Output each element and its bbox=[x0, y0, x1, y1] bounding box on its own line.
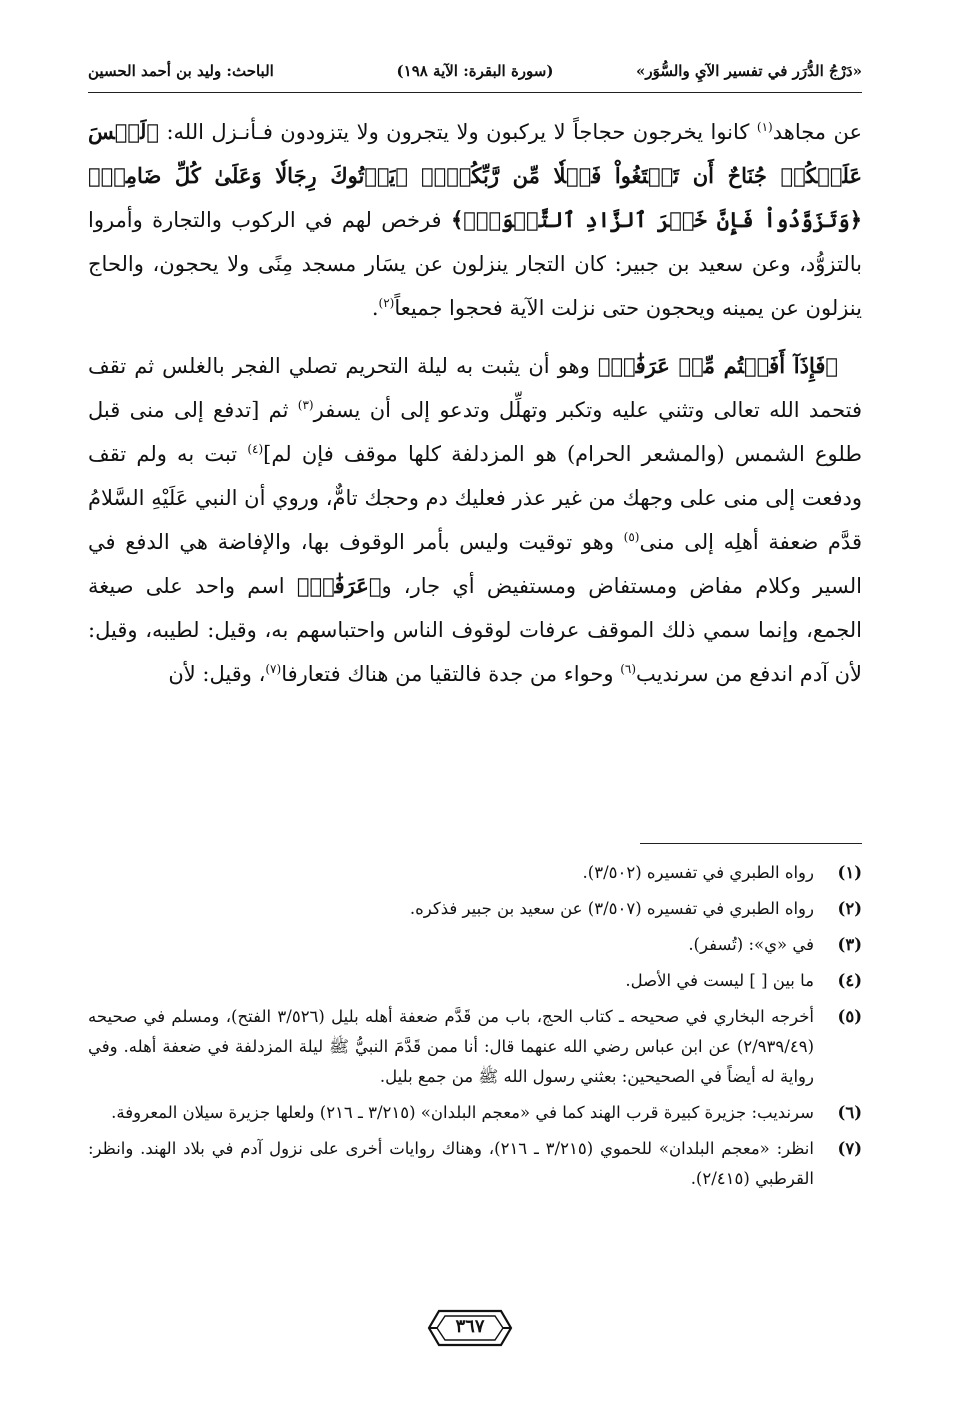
footnote-number: (٥) bbox=[837, 1007, 862, 1026]
text-run: وحواء من جدة فالتقيا من هناك فتعارفا bbox=[281, 662, 621, 686]
running-header bbox=[88, 58, 862, 88]
footnote-item bbox=[88, 894, 862, 924]
footnote-marker: (٦) bbox=[620, 662, 637, 676]
paragraph-2 bbox=[88, 344, 862, 696]
page-number-ornament bbox=[427, 1305, 513, 1351]
footnote-marker: (٢) bbox=[378, 296, 395, 310]
header-divider bbox=[88, 92, 862, 93]
text-run: اسم واحد على صيغة الجمع، وإنما سمي ذلك الموقف عرفات لوقوف الناس واحتباسهم به، وقيل: لطيبه، وقيل: لأن آدم اندفع من سرنديب bbox=[88, 574, 862, 686]
footnote-text: في «ي»: (تُسفر). bbox=[688, 935, 814, 954]
header-surah-reference: (سورة البقرة: الآية ١٩٨) bbox=[396, 62, 554, 80]
main-text bbox=[88, 110, 862, 696]
footnote-number: (٢) bbox=[837, 899, 862, 918]
footnote-text: انظر: «معجم البلدان» للحموي (٣/٢١٥ ـ ٢١٦)، وهناك روايات أخرى على نزول آدم في بلاد الهند. وانظر: القرطبي (٢/٤١٥). bbox=[88, 1139, 814, 1188]
paragraph-1 bbox=[88, 110, 862, 330]
footnote-item bbox=[88, 930, 862, 960]
footnote-number: (٧) bbox=[837, 1139, 862, 1158]
text-run: كانوا يخرجون حجاجاً لا يركبون ولا يتجرون ولا يتزودون فـأنـزل الله: bbox=[158, 120, 757, 144]
page-number: ٣٦٧ bbox=[455, 1316, 485, 1337]
footnote-marker: (٤) bbox=[247, 442, 264, 456]
footnote-number: (٦) bbox=[837, 1103, 862, 1122]
quran-quote: ﴿عَرَفَٰتٖ﴾ bbox=[296, 573, 382, 598]
quran-quote: ﴿وَتَزَوَّدُواْ فَإِنَّ خَيۡرَ ٱلزَّادِ ٱلتَّقۡوَىٰۖ﴾ bbox=[450, 207, 863, 232]
footnote-item bbox=[88, 1098, 862, 1128]
footnote-text: سرنديب: جزيرة كبيرة قرب الهند كما في «معجم البلدان» (٣/٢١٥ ـ ٢١٦) ولعلها جزيرة سيلان المعروفة. bbox=[111, 1103, 814, 1122]
quran-quote: ﴿لَيۡسَ عَلَيۡكُمۡ جُنَاحٌ أَن تَبۡتَغُواْ فَضۡلٗا مِّن رَّبِّكُمۡۚ﴾ bbox=[88, 119, 862, 188]
footnote-item bbox=[88, 1134, 862, 1194]
footnotes bbox=[88, 858, 862, 1200]
quran-quote: ﴿فَإِذَآ أَفَضۡتُم مِّنۡ عَرَفَٰتٖ﴾ bbox=[597, 353, 838, 378]
text-run: وهو أن يثبت به ليلة التحريم تصلي الفجر بالغلس ثم تقف فتحمد الله تعالى وتثني عليه وتكبر وتهلِّل وتدعو إلى أن يسفر bbox=[88, 354, 863, 422]
footnote-text: أخرجه البخاري في صحيحه ـ كتاب الحج، باب من قَدَّم ضعفة أهله بليل (٣/٥٢٦ الفتح)، ومسلم في صحيحه (٢/٩٣٩/٤٩) عن ابن عباس رضي الله عنهما قال: أنا ممن قَدَّمَ النبيُّ ﷺ ليلة المزدلفة في ضعفة أهله. وفي رواية له أيضاً في الصحيحين: بعثني رسول الله ﷺ من جمع بليل. bbox=[88, 1007, 815, 1086]
text-run: ثم [تدفع إلى منى قبل طلوع الشمس (والمشعر الحرام) هو المزدلفة كلها موقف فإن لم] bbox=[88, 398, 862, 466]
header-book-title: «دَرْجُ الدُّرَر في تفسير الآيِ والسُّوَر» bbox=[635, 62, 862, 80]
text-run: . bbox=[371, 296, 379, 320]
footnote-text: رواه الطبري في تفسيره (٣/٥٠٧) عن سعيد بن جبير فذكره. bbox=[409, 899, 814, 918]
footnote-marker: (٥) bbox=[623, 530, 640, 544]
text-run: وهو توقيت وليس بأمر الوقوف بها، والإفاضة هي الدفع في السير وكلام مفاض ومستفاض ومستفيض أي جار، و bbox=[88, 530, 862, 598]
text-run: ، وقيل: لأن bbox=[168, 662, 266, 686]
footnote-marker: (٧) bbox=[265, 662, 282, 676]
footnote-number: (٣) bbox=[837, 935, 862, 954]
footnote-item bbox=[88, 858, 862, 888]
footnote-marker: (١) bbox=[756, 120, 773, 134]
footnote-text: ما بين [ ] ليست في الأصل. bbox=[625, 971, 814, 990]
quran-quote: ﴿يَأۡتُوكَ رِجَالٗا وَعَلَىٰ كُلِّ ضَامِرٖ﴾ bbox=[88, 163, 408, 188]
footnote-item bbox=[88, 1002, 862, 1092]
text-run bbox=[408, 164, 421, 188]
header-author: الباحث: وليد بن أحمد الحسين bbox=[88, 62, 274, 80]
footnote-text: رواه الطبري في تفسيره (٣/٥٠٢). bbox=[582, 863, 814, 882]
footnote-marker: (٣) bbox=[297, 398, 314, 412]
footnote-item bbox=[88, 966, 862, 996]
text-run: تبت به ولم تقف ودفعت إلى منى على وجهك من غير عذر فعليك دم وحجك تامٌّ، وروي أن النبي عَلَيْهِ السَّلامُ قدَّم ضعفة أهلِه إلى منى bbox=[88, 442, 862, 554]
text-run: فرخص لهم في الركوب والتجارة وأمروا بالتزوُّد، وعن سعيد بن جبير: كان التجار ينزلون عن يسَار مسجد مِنًى ولا يحجون، والحاج ينزلون عن يمينه ويحجون حتى نزلت الآية فحجوا جميعاً bbox=[88, 208, 862, 320]
footnote-divider bbox=[640, 843, 862, 844]
text-run: عن مجاهد bbox=[772, 120, 862, 144]
footnote-number: (٤) bbox=[837, 971, 862, 990]
footnote-number: (١) bbox=[837, 863, 862, 882]
